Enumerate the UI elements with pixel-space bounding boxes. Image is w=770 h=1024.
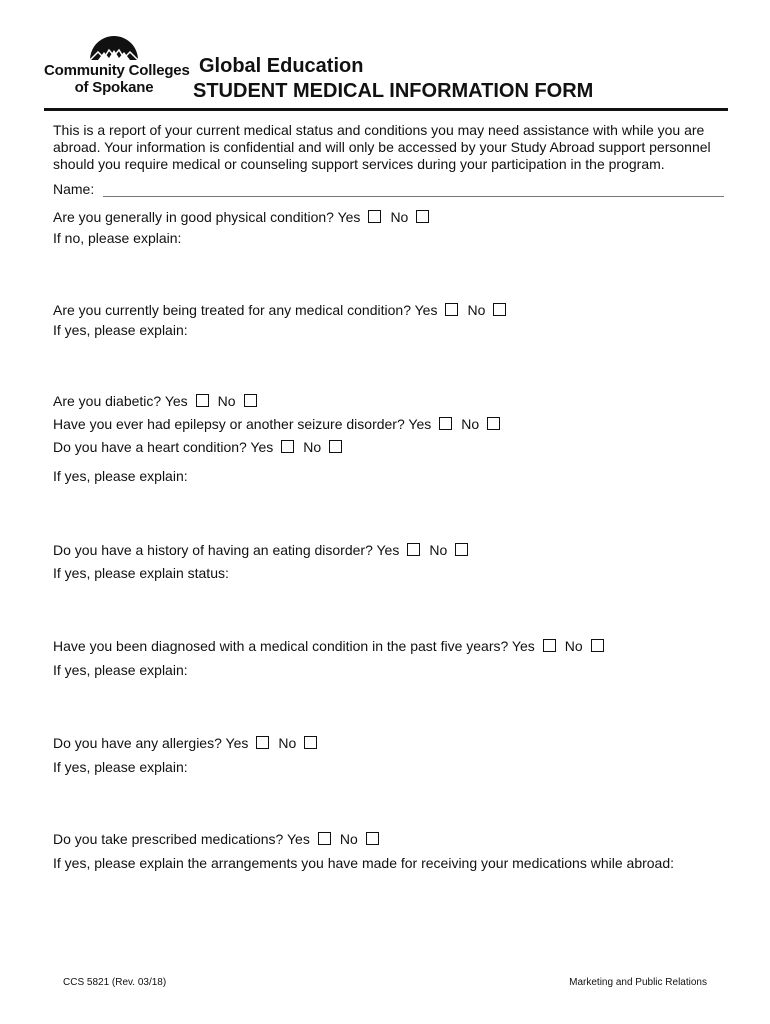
yes-checkbox[interactable] (439, 417, 452, 430)
yes-checkbox[interactable] (281, 440, 294, 453)
no-checkbox[interactable] (304, 736, 317, 749)
yes-checkbox[interactable] (445, 303, 458, 316)
explain-label: If yes, please explain status: (53, 565, 229, 581)
form-number: CCS 5821 (Rev. 03/18) (63, 977, 167, 988)
no-checkbox[interactable] (244, 394, 257, 407)
explain-label: If yes, please explain the arrangements you have made for receiving your medications while abroad: (53, 855, 675, 871)
explain-label: If yes, please explain: (53, 322, 188, 338)
question-medications: Do you take prescribed medications? Yes No (53, 831, 379, 847)
no-checkbox[interactable] (455, 543, 468, 556)
question-diagnosed-five-years: Have you been diagnosed with a medical condition in the past five years? Yes No (53, 638, 604, 654)
header-rule (44, 108, 728, 111)
logo-text-line1: Community Colleges (44, 62, 190, 79)
department-heading: Global Education (199, 55, 364, 77)
question-eating-disorder: Do you have a history of having an eating disorder? Yes No (53, 542, 468, 558)
form-title: STUDENT MEDICAL INFORMATION FORM (193, 80, 594, 102)
no-checkbox[interactable] (329, 440, 342, 453)
explain-label: If yes, please explain: (53, 759, 188, 775)
name-input-line[interactable] (103, 196, 724, 197)
yes-checkbox[interactable] (318, 832, 331, 845)
logo-text-line2: of Spokane (74, 79, 154, 96)
mountain-logo-icon (86, 16, 142, 62)
explain-label: If no, please explain: (53, 230, 182, 246)
question-medical-treatment: Are you currently being treated for any medical condition? Yes No (53, 302, 506, 318)
yes-checkbox[interactable] (368, 210, 381, 223)
question-physical-condition: Are you generally in good physical condition? Yes No (53, 209, 429, 225)
footer-office: Marketing and Public Relations (569, 977, 707, 988)
yes-checkbox[interactable] (543, 639, 556, 652)
yes-checkbox[interactable] (256, 736, 269, 749)
question-allergies: Do you have any allergies? Yes No (53, 735, 317, 751)
question-epilepsy: Have you ever had epilepsy or another seizure disorder? Yes No (53, 416, 500, 432)
no-checkbox[interactable] (416, 210, 429, 223)
name-field-row (53, 181, 725, 197)
yes-checkbox[interactable] (196, 394, 209, 407)
yes-checkbox[interactable] (407, 543, 420, 556)
intro-paragraph: This is a report of your current medical status and conditions you may need assistance with while you are abroad. Your information is confidential and will only be accessed by your Study Abroad support personnel should you require medical or counseling support services during your participation in the program. (53, 122, 711, 172)
explain-label: If yes, please explain: (53, 468, 188, 484)
no-checkbox[interactable] (366, 832, 379, 845)
name-label: Name: (53, 181, 95, 197)
question-diabetic: Are you diabetic? Yes No (53, 393, 257, 409)
no-checkbox[interactable] (487, 417, 500, 430)
question-heart-condition: Do you have a heart condition? Yes No (53, 439, 342, 455)
college-logo (44, 16, 190, 100)
no-checkbox[interactable] (493, 303, 506, 316)
no-checkbox[interactable] (591, 639, 604, 652)
explain-label: If yes, please explain: (53, 662, 188, 678)
